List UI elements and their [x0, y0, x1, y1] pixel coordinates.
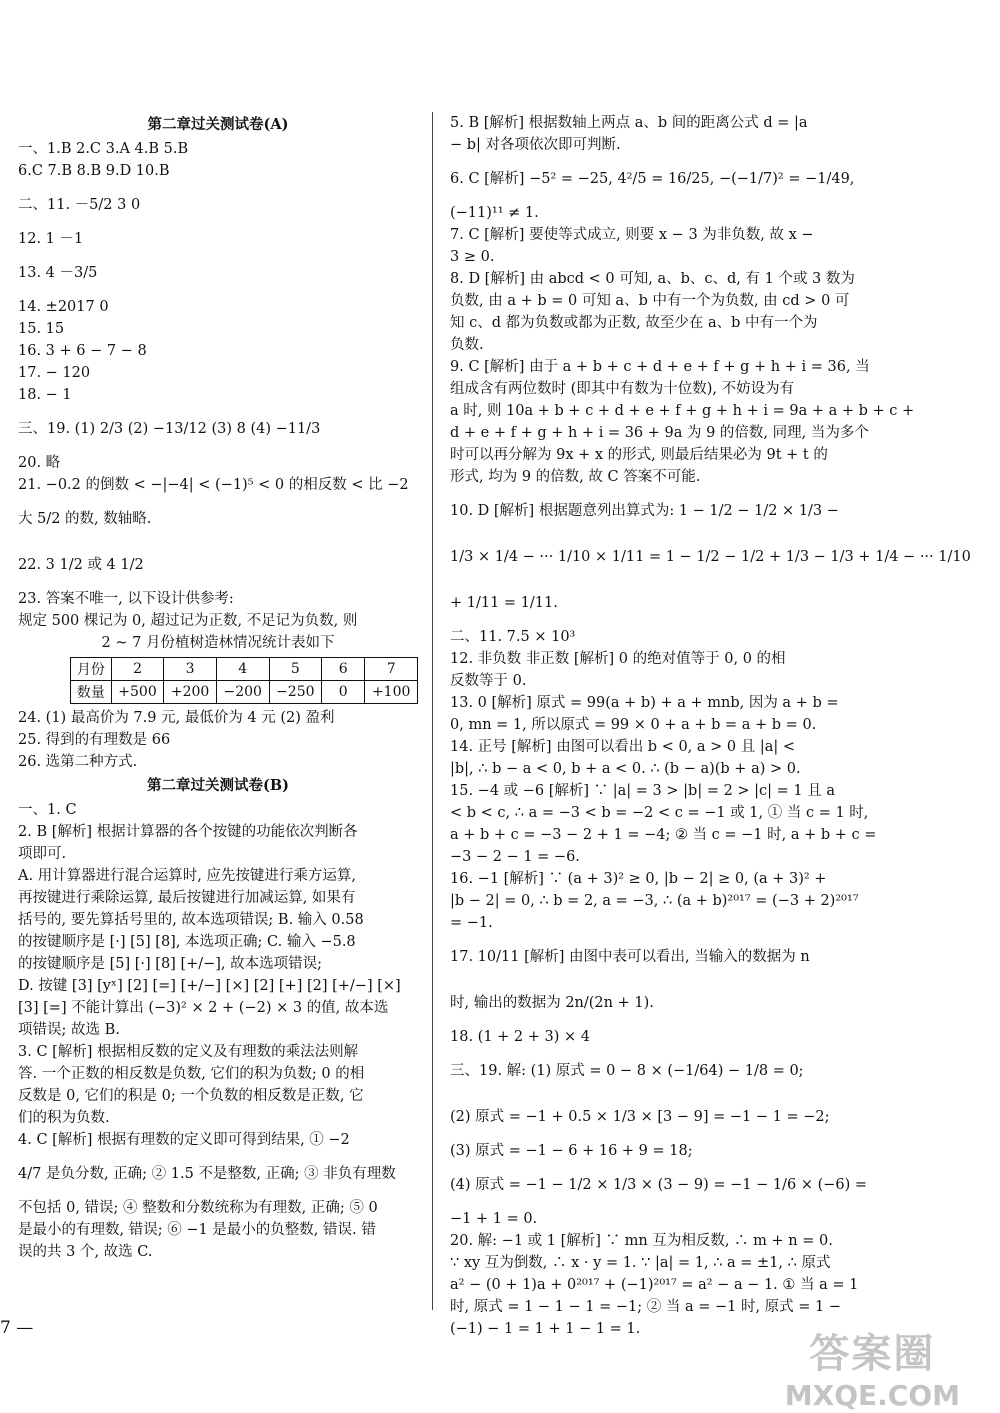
answer-line: = −1. — [450, 915, 493, 931]
watermark-top: 答案圈 — [809, 1331, 936, 1377]
answer-line: 一、1. C — [18, 802, 77, 818]
answer-line: 4/7 是负分数, 正确; ② 1.5 不是整数, 正确; ③ 非负有理数 — [18, 1166, 396, 1182]
answer-line: 24. (1) 最高价为 7.9 元, 最低价为 4 元 (2) 盈利 — [18, 710, 335, 726]
answer-line: 18. − 1 — [18, 387, 72, 403]
answer-line: 14. ±2017 0 — [18, 299, 109, 315]
answer-line: 10. D [解析] 根据题意列出算式为: 1 − 1/2 − 1/2 × 1/3 − — [450, 503, 839, 519]
table-cell: +100 — [365, 681, 418, 704]
answer-line: 1/3 × 1/4 − ··· 1/10 × 1/11 = 1 − 1/2 − 1/2 + 1/3 − 1/3 + 1/4 − ··· 1/10 — [450, 549, 971, 565]
answer-line: 26. 选第二种方式. — [18, 754, 138, 770]
answer-line: 13. 4 －3/5 — [18, 265, 98, 281]
answer-line: < b < c, ∴ a = −3 < b = −2 < c = −1 或 1, ① 当 c = 1 时, — [450, 805, 869, 821]
answer-line: 13. 0 [解析] 原式 = 99(a + b) + a + mnb, 因为 a + b = — [450, 695, 839, 711]
answer-line: (3) 原式 = −1 − 6 + 16 + 9 = 18; — [450, 1143, 693, 1159]
answer-line: 16. −1 [解析] ∵ (a + 3)² ≥ 0, |b − 2| ≥ 0, (a + 3)² + — [450, 871, 827, 887]
answer-line: 的按键顺序是 [5] [·] [8] [+/−], 故本选项错误; — [18, 956, 323, 972]
answer-line: 12. 1 －1 — [18, 231, 84, 247]
answer-line: 三、19. (1) 2/3 (2) −13/12 (3) 8 (4) −11/3 — [18, 421, 321, 437]
answer-line: 20. 略 — [18, 455, 61, 471]
answer-line: 项错误; 故选 B. — [18, 1022, 120, 1038]
right-column — [450, 112, 971, 1340]
answer-line: 组成含有两位数时 (即其中有数为十位数), 不妨设为有 — [450, 381, 795, 397]
table-cell: +200 — [164, 681, 217, 704]
answer-line: 二、11. －5/2 3 0 — [18, 197, 141, 213]
answer-line: 负数, 由 a + b = 0 可知 a、b 中有一个为负数, 由 cd > 0 可 — [450, 293, 850, 309]
answer-line: 15. −4 或 −6 [解析] ∵ |a| = 3 > |b| = 2 > |c| = 1 且 a — [450, 783, 836, 799]
table-cell: 6 — [322, 658, 365, 681]
answer-line: 12. 非负数 非正数 [解析] 0 的绝对值等于 0, 0 的相 — [450, 651, 786, 667]
table-row — [71, 658, 418, 681]
watermark-bottom: MXQE.COM — [784, 1379, 960, 1412]
answer-line: a² − (0 + 1)a + 0²⁰¹⁷ + (−1)²⁰¹⁷ = a² − a − 1. ① 当 a = 1 — [450, 1277, 859, 1293]
column-divider — [432, 112, 433, 1310]
watermark-logo — [785, 1322, 960, 1412]
answer-line: 时, 原式 = 1 − 1 − 1 = −1; ② 当 a = −1 时, 原式 = 1 − — [450, 1299, 842, 1315]
answer-line: (−11)¹¹ ≠ 1. — [450, 205, 539, 221]
answer-line: a + b + c = −3 − 2 + 1 = −4; ② 当 c = −1 时, a + b + c = — [450, 827, 877, 843]
answer-line: 3. C [解析] 根据相反数的定义及有理数的乘法法则解 — [18, 1044, 359, 1060]
left-column — [18, 112, 418, 1263]
planting-statistics-table — [70, 657, 418, 704]
answer-line: D. 按键 [3] [yˣ] [2] [=] [+/−] [×] [2] [+] [2] [+/−] [×] — [18, 978, 401, 994]
page-number: 7 — — [0, 1318, 34, 1338]
answer-line: 21. −0.2 的倒数 < −|−4| < (−1)⁵ < 0 的相反数 < 比 −2 — [18, 477, 409, 493]
answer-line: a 时, 则 10a + b + c + d + e + f + g + h + i = 9a + a + b + c + — [450, 403, 915, 419]
answer-line: 17. − 120 — [18, 365, 91, 381]
answer-line: − b| 对各项依次即可判断. — [450, 137, 621, 153]
answer-line: A. 用计算器进行混合运算时, 应先按键进行乘方运算, — [18, 868, 357, 884]
answer-line: (−1) − 1 = 1 + 1 − 1 = 1. — [450, 1321, 641, 1337]
answer-line: 7. C [解析] 要使等式成立, 则要 x − 3 为非负数, 故 x − — [450, 227, 814, 243]
answer-line: 14. 正号 [解析] 由图可以看出 b < 0, a > 0 且 |a| < — [450, 739, 796, 755]
answer-line: 括号的, 要先算括号里的, 故本选项错误; B. 输入 0.58 — [18, 912, 364, 928]
answer-line: 知 c、d 都为负数或都为正数, 故至少在 a、b 中有一个为 — [450, 315, 818, 331]
answer-line: 23. 答案不唯一, 以下设计供参考: — [18, 591, 234, 607]
answer-line: 规定 500 棵记为 0, 超过记为正数, 不足记为负数, 则 — [18, 613, 358, 629]
answer-line: 一、1.B 2.C 3.A 4.B 5.B — [18, 141, 189, 157]
answer-line: 反数是 0, 它们的积是 0; 一个负数的相反数是正数, 它 — [18, 1088, 364, 1104]
answer-line: 们的积为负数. — [18, 1110, 110, 1126]
answer-line: 误的共 3 个, 故选 C. — [18, 1244, 153, 1260]
answer-line: 时, 输出的数据为 2n/(2n + 1). — [450, 995, 654, 1011]
answer-line: 0, mn = 1, 所以原式 = 99 × 0 + a + b = a + b = 0. — [450, 717, 817, 733]
answer-line: 15. 15 — [18, 321, 65, 337]
answer-line: 负数. — [450, 337, 484, 353]
answer-line: −1 + 1 = 0. — [450, 1211, 538, 1227]
answer-line: 22. 3 1/2 或 4 1/2 — [18, 557, 144, 573]
answer-line: |b − 2| = 0, ∴ b = 2, a = −3, ∴ (a + b)²⁰¹⁷ = (−3 + 2)²⁰¹⁷ — [450, 893, 859, 909]
answer-line: 项即可. — [18, 846, 67, 862]
table-cell: 月份 — [71, 658, 112, 681]
answer-line: 25. 得到的有理数是 66 — [18, 732, 171, 748]
table-cell: 0 — [322, 681, 365, 704]
table-cell: −250 — [269, 681, 322, 704]
answer-line: d + e + f + g + h + i = 36 + 9a 为 9 的倍数, 同理, 当为多个 — [450, 425, 869, 441]
table-row — [71, 681, 418, 704]
answer-line: 2. B [解析] 根据计算器的各个按键的功能依次判断各 — [18, 824, 358, 840]
answer-line: 时可以再分解为 9x + x 的形式, 则最后结果必为 9t + t 的 — [450, 447, 828, 463]
answer-line: 8. D [解析] 由 abcd < 0 可知, a、b、c、d, 有 1 个或 3 数为 — [450, 271, 855, 287]
answer-line: 不包括 0, 错误; ④ 整数和分数统称为有理数, 正确; ⑤ 0 — [18, 1200, 378, 1216]
answers-a-part1 — [18, 138, 418, 632]
answer-line: 是最小的有理数, 错误; ⑥ −1 是最小的负整数, 错误. 错 — [18, 1222, 376, 1238]
title-test-a: 第二章过关测试卷(A) — [147, 116, 289, 133]
answer-line: 反数等于 0. — [450, 673, 527, 689]
answer-line: 大 5/2 的数, 数轴略. — [18, 511, 152, 527]
answer-line: ∵ xy 互为倒数, ∴ x · y = 1. ∵ |a| = 1, ∴ a = ±1, ∴ 原式 — [450, 1255, 831, 1271]
table-cell: +500 — [111, 681, 164, 704]
table-cell: 7 — [365, 658, 418, 681]
answer-line: 二、11. 7.5 × 10³ — [450, 629, 576, 645]
answer-line: 3 ≥ 0. — [450, 249, 495, 265]
answer-line: 6.C 7.B 8.B 9.D 10.B — [18, 163, 170, 179]
table-cell: 3 — [164, 658, 217, 681]
answer-line: 的按键顺序是 [·] [5] [8], 本选项正确; C. 输入 −5.8 — [18, 934, 356, 950]
answer-line: 9. C [解析] 由于 a + b + c + d + e + f + g + h + i = 36, 当 — [450, 359, 870, 375]
answer-line: (4) 原式 = −1 − 1/2 × 1/3 × (3 − 9) = −1 − 1/6 × (−6) = — [450, 1177, 868, 1193]
answers-a-part2 — [18, 707, 418, 773]
answer-line: 答. 一个正数的相反数是负数, 它们的积为负数; 0 的相 — [18, 1066, 365, 1082]
answer-line: 17. 10/11 [解析] 由图中表可以看出, 当输入的数据为 n — [450, 949, 810, 965]
answer-line: 6. C [解析] −5² = −25, 4²/5 = 16/25, −(−1/7)² = −1/49, — [450, 171, 855, 187]
answer-line: 16. 3 + 6 − 7 − 8 — [18, 343, 147, 359]
answer-line: + 1/11 = 1/11. — [450, 595, 558, 611]
answer-line: 形式, 均为 9 的倍数, 故 C 答案不可能. — [450, 469, 701, 485]
table-cell: 5 — [269, 658, 322, 681]
table-cell: −200 — [216, 681, 269, 704]
title-test-b: 第二章过关测试卷(B) — [147, 777, 289, 794]
answer-line: 5. B [解析] 根据数轴上两点 a、b 间的距离公式 d = |a — [450, 115, 808, 131]
table-cell: 数量 — [71, 681, 112, 704]
answer-line: [3] [=] 不能计算出 (−3)² × 2 + (−2) × 3 的值, 故本选 — [18, 1000, 389, 1016]
answer-line: (2) 原式 = −1 + 0.5 × 1/3 × [3 − 9] = −1 − 1 = −2; — [450, 1109, 830, 1125]
answer-line: 三、19. 解: (1) 原式 = 0 − 8 × (−1/64) − 1/8 = 0; — [450, 1063, 804, 1079]
table-cell: 4 — [216, 658, 269, 681]
table-caption: 2 ~ 7 月份植树造林情况统计表如下 — [101, 635, 335, 651]
answers-b — [18, 799, 418, 1263]
answer-line: |b|, ∴ b − a < 0, b + a < 0. ∴ (b − a)(b + a) > 0. — [450, 761, 801, 777]
table-cell: 2 — [111, 658, 164, 681]
answer-line: 20. 解: −1 或 1 [解析] ∵ mn 互为相反数, ∴ m + n = 0. — [450, 1233, 833, 1249]
answer-line: 18. (1 + 2 + 3) × 4 — [450, 1029, 590, 1045]
answer-line: 再按键进行乘除运算, 最后按键进行加减运算, 如果有 — [18, 890, 356, 906]
answer-line: 4. C [解析] 根据有理数的定义即可得到结果, ① −2 — [18, 1132, 350, 1148]
answer-line: −3 − 2 − 1 = −6. — [450, 849, 580, 865]
